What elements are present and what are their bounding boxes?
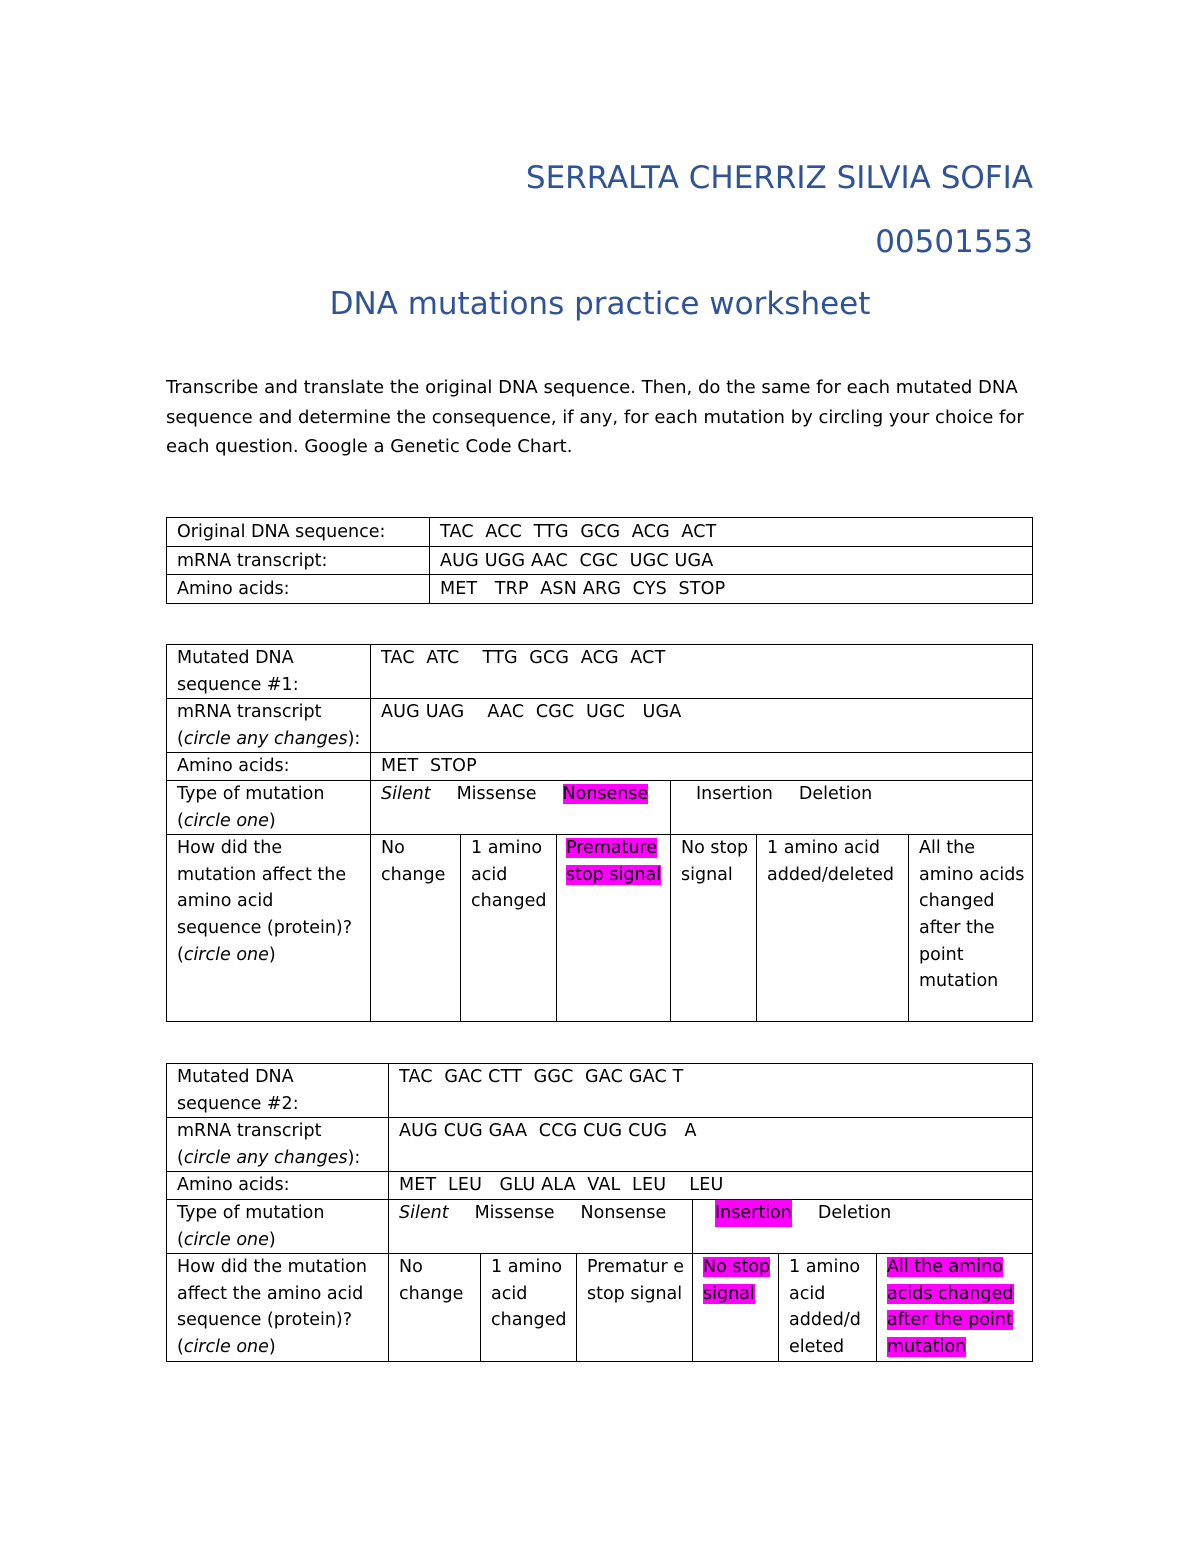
- mut1-aa-value: MET STOP: [371, 753, 1033, 781]
- table-row: [167, 645, 1033, 699]
- mutation-2-table: [166, 1063, 1033, 1362]
- table-row: [167, 1199, 1033, 1253]
- effect-option-all-changed[interactable]: All the amino acids changed after the point mutation: [909, 835, 1033, 1022]
- mut1-dna-label: Mutated DNA sequence #1:: [167, 645, 371, 699]
- table-row: [167, 575, 1033, 604]
- student-id: 00501553: [875, 224, 1033, 260]
- table-row: [167, 1118, 1033, 1172]
- table-row: [167, 1172, 1033, 1200]
- mut2-type-options-b: [693, 1199, 1033, 1253]
- mut2-dna-value: TAC GAC CTT GGC GAC GAC T: [389, 1064, 1033, 1118]
- table-row: [167, 780, 1033, 834]
- mut2-mrna-value: AUG CUG GAA CCG CUG CUG A: [389, 1118, 1033, 1172]
- mutation-1-table: [166, 644, 1033, 1022]
- mut2-dna-label: Mutated DNA sequence #2:: [167, 1064, 389, 1118]
- effect-option-premature-stop[interactable]: Prematur e stop signal: [577, 1254, 693, 1361]
- mut2-type-label: Type of mutation (circle one): [167, 1199, 389, 1253]
- mut2-effect-label: How did the mutation affect the amino acid sequence (protein)? (circle one): [167, 1254, 389, 1361]
- effect-option-no-stop[interactable]: No stop signal: [693, 1254, 779, 1361]
- mut1-mrna-label: mRNA transcript (circle any changes):: [167, 699, 371, 753]
- mut1-type-options-b: [671, 780, 1033, 834]
- type-option-nonsense[interactable]: Nonsense: [580, 1202, 667, 1223]
- original-mrna-value: AUG UGG AAC CGC UGC UGA: [430, 546, 1033, 575]
- type-option-insertion[interactable]: Insertion: [696, 783, 773, 804]
- effect-option-no-stop[interactable]: No stop signal: [671, 835, 757, 1022]
- original-sequence-table: [166, 517, 1033, 604]
- mut1-type-label: Type of mutation (circle one): [167, 780, 371, 834]
- effect-option-1-amino-acid-changed[interactable]: 1 amino acid changed: [461, 835, 557, 1022]
- type-option-insertion[interactable]: Insertion: [715, 1200, 792, 1227]
- mut2-mrna-label: mRNA transcript (circle any changes):: [167, 1118, 389, 1172]
- effect-option-added-deleted[interactable]: 1 amino acid added/deleted: [757, 835, 909, 1022]
- student-name: SERRALTA CHERRIZ SILVIA SOFIA: [525, 160, 1033, 196]
- effect-option-no-change[interactable]: No change: [371, 835, 461, 1022]
- table-row: [167, 835, 1033, 1022]
- original-dna-label: Original DNA sequence:: [167, 518, 430, 547]
- type-option-deletion[interactable]: Deletion: [817, 1202, 892, 1223]
- mut1-aa-label: Amino acids:: [167, 753, 371, 781]
- mut2-aa-value: MET LEU GLU ALA VAL LEU LEU: [389, 1172, 1033, 1200]
- original-aa-label: Amino acids:: [167, 575, 430, 604]
- mut2-aa-label: Amino acids:: [167, 1172, 389, 1200]
- page-title: DNA mutations practice worksheet: [329, 286, 871, 322]
- table-row: [167, 546, 1033, 575]
- type-option-missense[interactable]: Missense: [456, 783, 537, 804]
- type-option-silent[interactable]: Silent: [399, 1202, 449, 1223]
- type-option-silent[interactable]: Silent: [381, 783, 431, 804]
- type-option-deletion[interactable]: Deletion: [798, 783, 873, 804]
- table-row: [167, 518, 1033, 547]
- type-option-missense[interactable]: Missense: [474, 1202, 555, 1223]
- mut2-type-options-a: [389, 1199, 693, 1253]
- original-dna-value: TAC ACC TTG GCG ACG ACT: [430, 518, 1033, 547]
- mut1-dna-value: TAC ATC TTG GCG ACG ACT: [371, 645, 1033, 699]
- effect-option-premature-stop[interactable]: Premature stop signal: [557, 835, 671, 1022]
- instructions: Transcribe and translate the original DNA sequence. Then, do the same for each mutated DNA sequence and determine the consequence, if any, for each mutation by circling your choice for each question. Google a Genetic Code Chart.: [166, 377, 1024, 457]
- mut1-mrna-value: AUG UAG AAC CGC UGC UGA: [371, 699, 1033, 753]
- effect-option-1-amino-acid-changed[interactable]: 1 amino acid changed: [481, 1254, 577, 1361]
- original-mrna-label: mRNA transcript:: [167, 546, 430, 575]
- type-option-nonsense[interactable]: Nonsense: [562, 783, 649, 804]
- original-aa-value: MET TRP ASN ARG CYS STOP: [430, 575, 1033, 604]
- table-row: [167, 753, 1033, 781]
- mut1-effect-label: How did the mutation affect the amino acid sequence (protein)? (circle one): [167, 835, 371, 1022]
- mut1-type-options-a: [371, 780, 671, 834]
- effect-option-added-deleted[interactable]: 1 amino acid added/d eleted: [779, 1254, 877, 1361]
- table-row: [167, 699, 1033, 753]
- effect-option-no-change[interactable]: No change: [389, 1254, 481, 1361]
- table-row: [167, 1254, 1033, 1361]
- effect-option-all-changed[interactable]: All the amino acids changed after the point mutation: [877, 1254, 1033, 1361]
- table-row: [167, 1064, 1033, 1118]
